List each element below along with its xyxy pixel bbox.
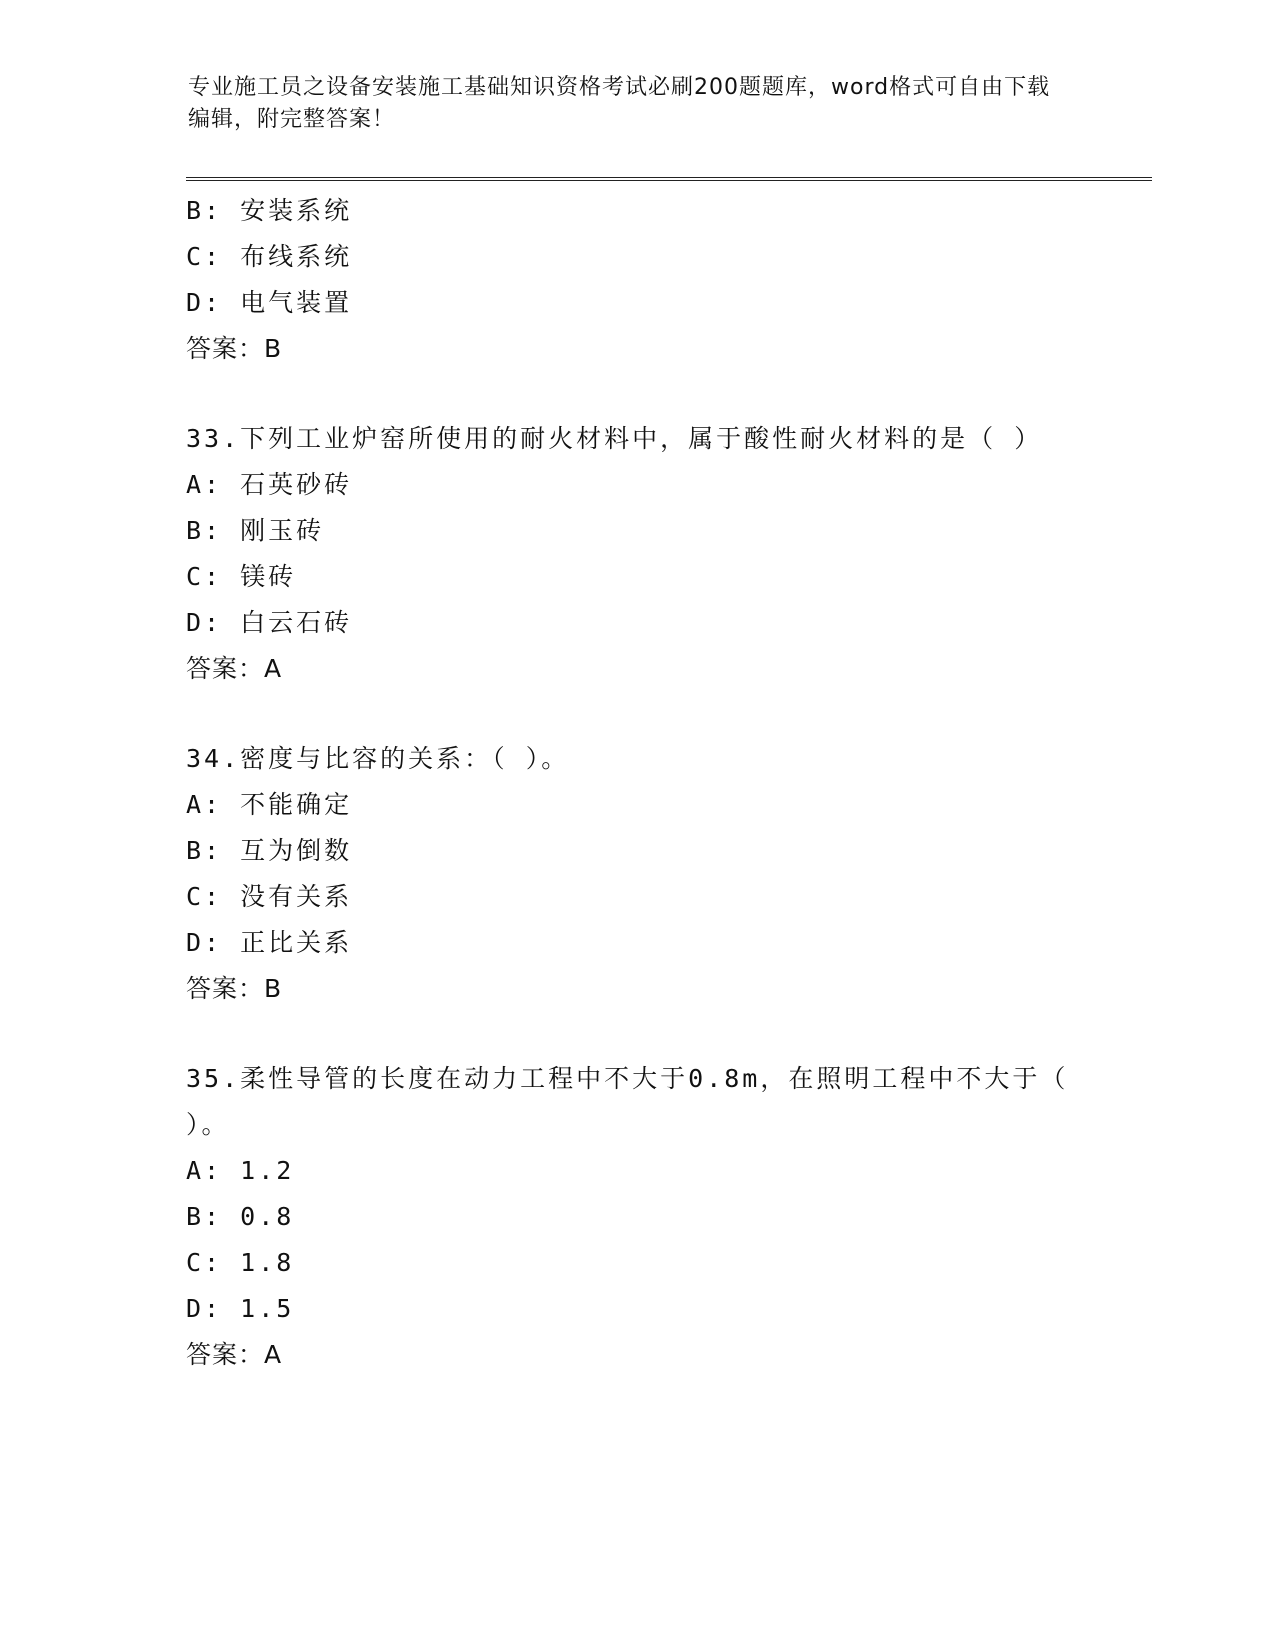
block-spacer [186, 692, 1086, 736]
option-d: D: 白云石砖 [186, 608, 353, 637]
option-c: C: 布线系统 [186, 242, 353, 271]
option-b: B: 0.8 [186, 1202, 295, 1231]
option-b: B: 安装系统 [186, 196, 353, 225]
question-block-33 [186, 416, 1086, 692]
option-b: B: 互为倒数 [186, 836, 353, 865]
option-d: D: 1.5 [186, 1294, 295, 1323]
question-block-32 [186, 188, 1086, 372]
option-a: A: 石英砂砖 [186, 470, 353, 499]
block-spacer [186, 1012, 1086, 1056]
question-text: 33.下列工业炉窑所使用的耐火材料中，属于酸性耐火材料的是（ ） [186, 424, 1043, 453]
question-block-35 [186, 1056, 1086, 1378]
option-c: C: 镁砖 [186, 562, 297, 591]
question-text: 34.密度与比容的关系：（ ）。 [186, 744, 570, 773]
answer-line: 答案：B [186, 974, 283, 1003]
header-divider [186, 177, 1152, 181]
document-header: 专业施工员之设备安装施工基础知识资格考试必刷200题题库，word格式可自由下载编辑，附完整答案！ [188, 75, 1051, 132]
option-a: A: 1.2 [186, 1156, 295, 1185]
option-b: B: 刚玉砖 [186, 516, 325, 545]
answer-line: 答案：A [186, 1340, 283, 1369]
option-d: D: 正比关系 [186, 928, 353, 957]
option-d: D: 电气装置 [186, 288, 353, 317]
block-spacer [186, 372, 1086, 416]
question-list [186, 188, 1086, 1378]
option-a: A: 不能确定 [186, 790, 353, 819]
option-c: C: 没有关系 [186, 882, 353, 911]
question-block-34 [186, 736, 1086, 1012]
answer-line: 答案：A [186, 654, 283, 683]
question-text: 35.柔性导管的长度在动力工程中不大于0.8m，在照明工程中不大于（ ）。 [186, 1064, 1069, 1139]
option-c: C: 1.8 [186, 1248, 295, 1277]
answer-line: 答案：B [186, 334, 283, 363]
